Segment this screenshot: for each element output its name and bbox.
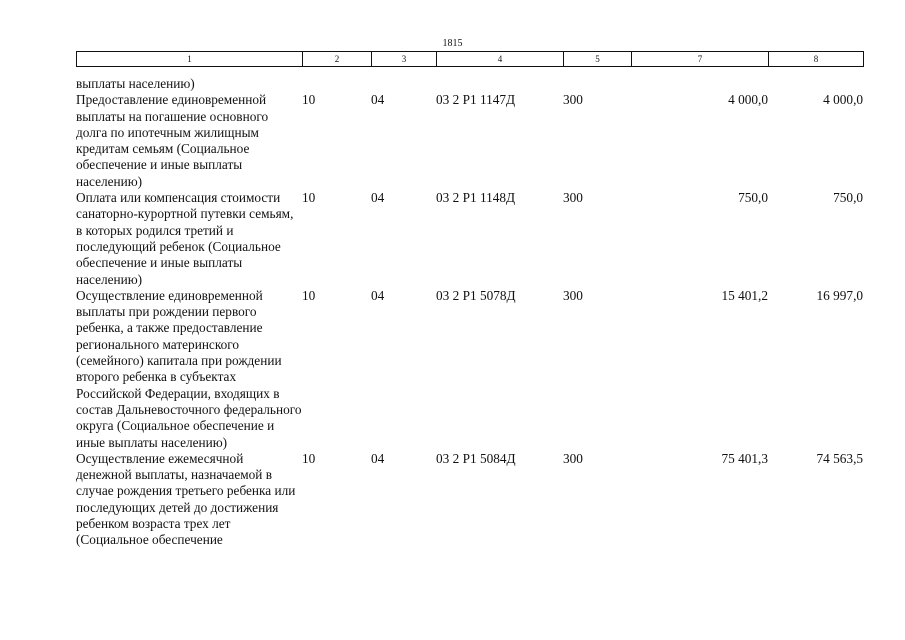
budget-table [76,76,863,549]
table-row [76,288,863,451]
row-section: 10 [302,190,316,206]
row-amount-2: 4 000,0 [823,92,864,108]
column-header: 8 [769,52,864,67]
table-row [76,76,863,92]
row-amount-2: 750,0 [833,190,864,206]
page-number: 1815 [442,38,463,49]
row-name: Предоставление единовременной выплаты на погашение основного долга по ипотечным жилищным кредитам семьям (Социальное обеспечение и иные выплаты населению) [76,92,269,189]
row-expense-type: 300 [563,450,583,466]
row-subsection: 04 [371,190,385,206]
table-row [76,190,863,288]
row-name: Осуществление единовременной выплаты при рождении первого ребенка, а также предоставление регионального материнского (семейного) капитала при рождении второго ребенка в субъектах Российской Федерации, входящих в состав Дальневосточного федерального округа (Социальное обеспечение и иные выплаты населению) [76,287,302,450]
row-section: 10 [302,287,316,303]
row-amount-2: 16 997,0 [816,287,864,303]
row-subsection: 04 [371,287,385,303]
column-header-row [77,52,864,67]
row-amount-1: 4 000,0 [728,92,768,108]
row-expense-type: 300 [563,190,583,206]
row-section: 10 [302,450,316,466]
row-expense-type: 300 [563,92,583,108]
table-row [76,92,863,190]
row-target-article: 03 2 Р1 1147Д [436,92,516,108]
row-section: 10 [302,92,316,108]
row-name: Оплата или компенсация стоимости санаторно-курортной путевки семьям, в которых родился третий и последующий ребенок (Социальное обеспечение и иные выплаты населению) [76,190,294,287]
column-header: 3 [372,52,437,67]
row-amount-1: 15 401,2 [721,287,768,303]
row-subsection: 04 [371,450,385,466]
row-amount-1: 75 401,3 [721,450,768,466]
continuation-text: выплаты населению) [76,76,195,91]
column-header: 1 [77,52,303,67]
table-row [76,451,863,549]
column-header: 2 [303,52,372,67]
row-name: Осуществление ежемесячной денежной выплаты, назначаемой в случае рождения третьего ребенка или последующих детей до достижения ребенком возраста трех лет (Социальное обеспечение [76,450,296,548]
column-header: 4 [437,52,564,67]
row-amount-1: 750,0 [738,190,768,206]
row-target-article: 03 2 Р1 5078Д [436,287,516,303]
row-amount-2: 74 563,5 [816,450,864,466]
column-header: 7 [632,52,769,67]
column-header-table [76,51,864,67]
row-target-article: 03 2 Р1 1148Д [436,190,516,206]
row-target-article: 03 2 Р1 5084Д [436,450,516,466]
column-header: 5 [564,52,632,67]
row-subsection: 04 [371,92,385,108]
row-expense-type: 300 [563,287,583,303]
